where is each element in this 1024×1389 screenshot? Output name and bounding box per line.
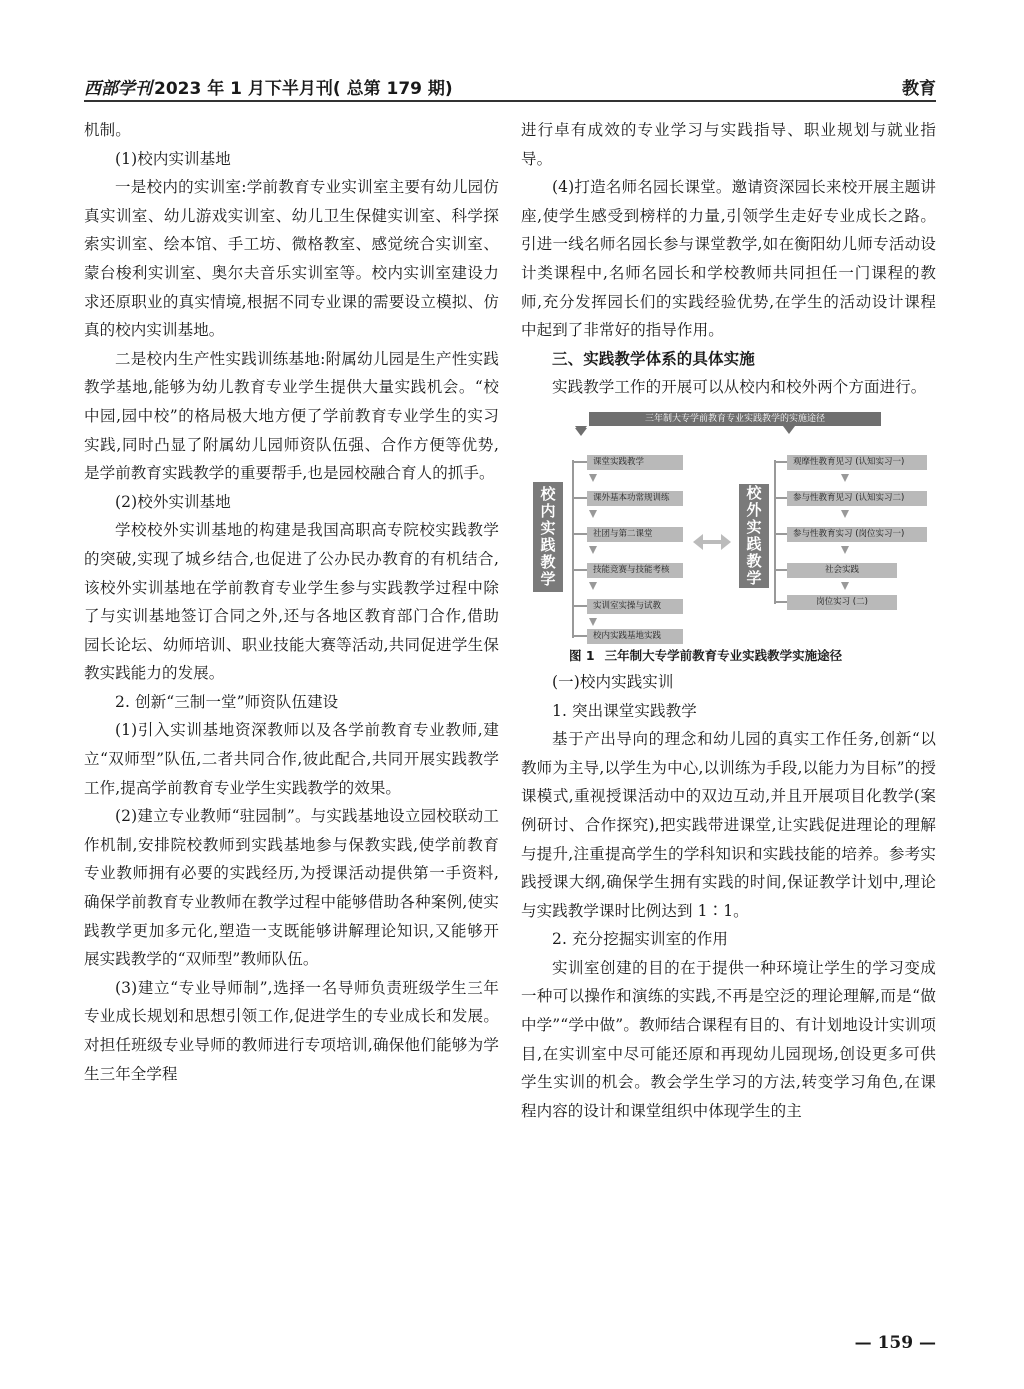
paragraph: (3)建立“专业导师制”,选择一名导师负责班级学生三年专业成长规划和思想引领工作,促进学生的专业成长和发展。对担任班级专业导师的教师进行专项培训,确保他们能够为学生三年全学程 — [84, 978, 499, 1083]
figure-left-box: 课外基本功常规训练 — [587, 491, 683, 506]
section-heading: 三、实践教学体系的具体实施 — [552, 349, 755, 368]
figure-right-box: 参与性教育见习 (认知实习二) — [787, 491, 927, 506]
figure-flowchart — [521, 412, 936, 644]
section-name: 教育 — [902, 79, 936, 99]
paragraph: 机制。 — [84, 121, 131, 139]
figure-left-box: 实训室实操与试教 — [587, 599, 683, 614]
subheading: (一)校内实践实训 — [552, 672, 674, 691]
subheading: 1. 突出课堂实践教学 — [552, 701, 697, 720]
running-header — [84, 70, 936, 102]
paragraph: (1)引入实训基地资深教师以及各学前教育专业教师,建立“双师型”队伍,二者共同合作,彼此配合,共同开展实践教学工作,提高学前教育专业学生实践教学的效果。 — [84, 721, 499, 797]
paragraph: (2)建立专业教师“驻园制”。与实践基地设立园校联动工作机制,安排院校教师到实践基地参与保教实践,使学前教育专业教师拥有必要的实践经历,为授课活动提供第一手资料,确保学前教育专业教师在教学过程中能够借助各种案例,使实践教学更加多元化,塑造一支既能够讲解理论知识,又能够开展实践教学的“双师型”教师队伍。 — [84, 807, 499, 969]
figure-left-box: 技能竞赛与技能考核 — [587, 563, 683, 578]
paragraph: 实践教学工作的开展可以从校内和校外两个方面进行。 — [552, 378, 927, 397]
journal-name: 西部学刊 — [84, 79, 152, 99]
figure-right-box: 参与性教育实习 (岗位实习一) — [787, 527, 927, 542]
paragraph: (4)打造名师名园长课堂。邀请资深园长来校开展主题讲座,使学生感受到榜样的力量,引领学生走好专业成长之路。引进一线名师名园长参与课堂教学,如在衡阳幼儿师专活动设计类课程中,名师名园长和学校教师共同担任一门课程的教师,充分发挥园长们的实践经验优势,在学生的活动设计课程中起到了非常好的指导作用。 — [521, 178, 936, 340]
right-column — [521, 116, 936, 1125]
figure-right-box: 岗位实习 (二) — [787, 595, 897, 610]
figure-left-box: 社团与第二课堂 — [587, 527, 683, 542]
figure-caption-text: 三年制大专学前教育专业实践教学实施途径 — [604, 647, 843, 663]
figure-left-box: 校内实践基地实践 — [587, 629, 683, 644]
paragraph: 基于产出导向的理念和幼儿园的真实工作任务,创新“以教师为主导,以学生为中心,以训练为手段,以能力为目标”的授课模式,重视授课活动中的双边互动,并且开展项目化教学(案例研讨、合作探究),把实践带进课堂,让实践促进理论的理解与提升,注重提高学生的学科知识和实践技能的培养。参考实践授课大纲,确保学生拥有实践的时间,保证教学计划中,理论与实践教学课时比例达到 1∶1。 — [521, 730, 936, 920]
subheading: 2. 创新“三制一堂”师资队伍建设 — [115, 692, 339, 711]
header-journal-info — [84, 74, 453, 99]
paragraph: 一是校内的实训室:学前教育专业实训室主要有幼儿园仿真实训室、幼儿游戏实训室、幼儿卫生保健实训室、科学探索实训室、绘本馆、手工坊、微格教室、感觉统合实训室、蒙台梭利实训室、奥尔夫音乐实训室等。校内实训室建设力求还原职业的真实情境,根据不同专业课的需要设立模拟、仿真的校内实训基地。 — [84, 178, 499, 340]
figure-right-box: 观摩性教育见习 (认知实习一) — [787, 455, 927, 470]
figure-right-label: 校外实践教学 — [739, 484, 769, 588]
left-column — [84, 116, 499, 1088]
paragraph: 进行卓有成效的专业学习与实践指导、职业规划与就业指导。 — [521, 121, 936, 168]
figure-caption-number: 图 1 — [569, 647, 595, 663]
paragraph: 实训室创建的目的在于提供一种环境让学生的学习变成一种可以操作和演练的实践,不再是空泛的理论理解,而是“做中学”“学中做”。教师结合课程有目的、有计划地设计实训项目,在实训室中尽可能还原和再现幼儿园现场,创设更多可供学生实训的机会。教会学生学习的方法,转变学习角色,在课程内容的设计和课堂组织中体现学生的主 — [521, 958, 936, 1120]
figure-banner: 三年制大专学前教育专业实践教学的实施途径 — [589, 412, 881, 426]
subheading: (2)校外实训基地 — [115, 492, 231, 511]
figure-left-label: 校内实践教学 — [533, 482, 563, 592]
figure-caption — [569, 644, 936, 668]
paragraph: 学校校外实训基地的构建是我国高职高专院校实践教学的突破,实现了城乡结合,也促进了公办民办教育的有机结合,该校外实训基地在学前教育专业学生参与实践教学过程中除了与实训基地签订合同之外,还与各地区教育部门合作,借助园长论坛、幼师培训、职业技能大赛等活动,共同促进学生保教实践能力的发展。 — [84, 521, 499, 683]
figure-right-box: 社会实践 — [787, 563, 897, 578]
subheading: 2. 充分挖掘实训室的作用 — [552, 930, 729, 949]
issue-info: 2023 年 1 月下半月刊( 总第 179 期) — [154, 79, 453, 99]
paragraph: 二是校内生产性实践训练基地:附属幼儿园是生产性实践教学基地,能够为幼儿教育专业学生提供大量实践机会。“校中园,园中校”的格局极大地方便了学前教育专业学生的实习实践,同时凸显了附属幼儿园师资队伍强、合作方便等优势,是学前教育实践教学的重要帮手,也是园校融合育人的抓手。 — [84, 349, 499, 483]
page-number: — 159 — — [854, 1333, 936, 1353]
subheading: (1)校内实训基地 — [115, 149, 231, 168]
figure-left-box: 课堂实践教学 — [587, 455, 683, 470]
